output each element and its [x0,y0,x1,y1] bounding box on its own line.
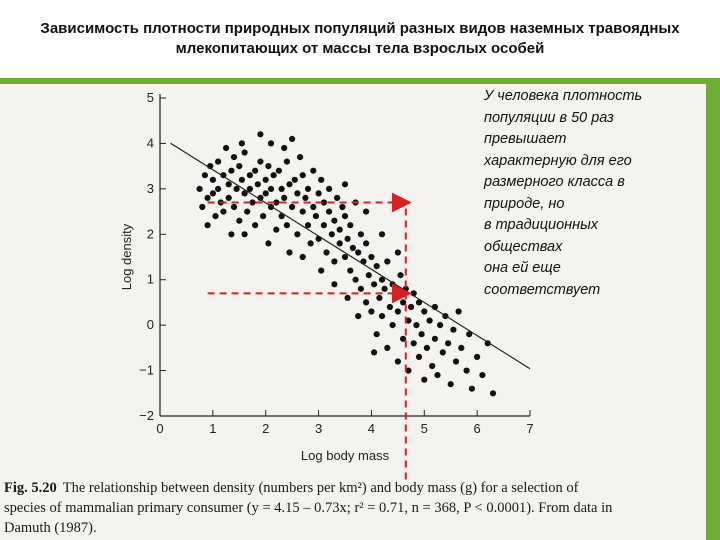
data-point [220,209,226,215]
figure-label: Fig. 5.20 [4,480,57,496]
data-point [231,154,237,160]
data-point [345,295,351,301]
y-tick-label: −2 [139,408,154,423]
data-point [223,145,229,151]
data-point [281,195,287,201]
data-point [368,254,374,260]
data-point [210,190,216,196]
data-point [490,390,496,396]
data-point [300,172,306,178]
data-point [289,204,295,210]
data-point [231,204,237,210]
data-point [366,272,372,278]
data-point [395,249,401,255]
data-point [421,308,427,314]
data-point [305,222,311,228]
data-point [257,131,263,137]
y-tick-label: 2 [146,226,154,242]
y-tick-label: 4 [146,135,154,151]
chart-axes [119,90,534,463]
data-point [300,209,306,215]
data-point [308,240,314,246]
data-point [257,159,263,165]
x-tick-label: 3 [314,421,323,436]
data-point [339,204,345,210]
data-point [279,186,285,192]
data-point [397,272,403,278]
x-tick-label: 4 [367,421,376,436]
data-point [321,222,327,228]
data-point [390,322,396,328]
data-point [284,222,290,228]
guide-lines [208,202,406,484]
data-point [263,177,269,183]
data-point [440,349,446,355]
slide-title: Зависимость плотности природных популяций разных видов наземных травоядных млекопитающих от массы тела взрослых особей [40,20,680,57]
data-point [313,213,319,219]
data-point [244,209,250,215]
data-point [456,308,462,314]
x-tick-label: 5 [420,421,428,436]
data-point [226,195,232,201]
data-point [450,327,456,333]
data-point [384,258,390,264]
data-point [294,231,300,237]
data-point [382,286,388,292]
data-point [350,245,356,251]
data-point [268,140,274,146]
data-point [236,163,242,169]
data-point [358,286,364,292]
data-point [242,149,248,155]
data-point [429,363,435,369]
x-tick-label: 0 [156,421,164,436]
data-point [355,249,361,255]
data-point [374,263,380,269]
data-point [199,204,205,210]
x-axis-title: Log body mass [300,448,390,463]
data-point [395,358,401,364]
data-point [469,386,475,392]
data-point [326,209,332,215]
data-point [239,140,245,146]
data-point [416,354,422,360]
data-point [353,277,359,283]
data-point [294,190,300,196]
data-point [421,377,427,383]
x-tick-label: 2 [262,421,270,436]
data-point [236,218,242,224]
x-tick-label: 6 [473,421,481,436]
data-point [358,231,364,237]
data-point [215,186,221,192]
y-tick-label: 5 [146,90,154,105]
data-points [197,131,497,396]
data-point [318,177,324,183]
data-point [384,345,390,351]
data-point [289,136,295,142]
data-point [342,213,348,219]
data-point [260,213,266,219]
data-point [197,186,203,192]
data-point [323,249,329,255]
figure-caption [4,478,614,538]
data-point [474,354,480,360]
data-point [300,254,306,260]
data-point [215,159,221,165]
data-point [252,168,258,174]
data-point [286,249,292,255]
data-point [202,172,208,178]
data-point [273,227,279,233]
data-point [284,159,290,165]
data-point [345,236,351,242]
data-point [331,218,337,224]
data-point [448,381,454,387]
y-axis-title: Log density [119,223,134,291]
data-point [432,336,438,342]
data-point [247,172,253,178]
data-point [363,299,369,305]
data-point [205,195,211,201]
data-point [292,177,298,183]
data-point [305,186,311,192]
data-point [334,195,340,201]
data-point [281,145,287,151]
data-point [368,308,374,314]
y-tick-label: −1 [139,362,154,378]
data-point [297,154,303,160]
data-point [265,163,271,169]
data-point [342,254,348,260]
data-point [355,313,361,319]
data-point [316,190,322,196]
data-point [268,186,274,192]
data-point [331,281,337,287]
data-point [408,304,414,310]
data-point [210,177,216,183]
data-point [387,304,393,310]
data-point [331,258,337,264]
data-point [376,295,382,301]
data-point [271,172,277,178]
data-point [419,331,425,337]
data-point [205,222,211,228]
data-point [252,222,258,228]
data-point [276,168,282,174]
data-point [337,227,343,233]
data-point [342,181,348,187]
data-point [263,190,269,196]
data-point [411,340,417,346]
data-point [434,372,440,378]
x-tick-label: 7 [526,421,534,436]
data-point [395,308,401,314]
data-point [318,268,324,274]
data-point [265,240,271,246]
data-point [437,322,443,328]
data-point [228,231,234,237]
data-point [347,268,353,274]
data-point [427,318,433,324]
data-point [464,368,470,374]
data-point [347,222,353,228]
data-point [371,349,377,355]
data-point [371,281,377,287]
data-point [363,240,369,246]
regression-line [171,143,530,369]
data-point [226,181,232,187]
y-tick-label: 0 [146,317,154,333]
data-point [458,345,464,351]
side-note: У человека плотность популяции в 50 раз превышает характерную для его размерного класса в природе, но в традиционных обществах она ей еще соответствует [484,88,643,298]
data-point [413,322,419,328]
data-point [326,186,332,192]
data-point [212,213,218,219]
data-point [255,181,261,187]
data-point [374,331,380,337]
data-point [424,345,430,351]
y-tick-label: 1 [146,271,154,287]
regression-line-group [171,143,530,369]
data-point [228,168,234,174]
data-point [242,231,248,237]
data-point [239,177,245,183]
y-tick-label: 3 [146,180,154,196]
data-point [310,168,316,174]
data-point [337,240,343,246]
data-point [302,195,308,201]
x-tick-label: 1 [209,421,217,436]
data-point [445,340,451,346]
data-point [379,231,385,237]
data-point [286,181,292,187]
data-point [479,372,485,378]
data-point [392,295,398,301]
data-point [310,204,316,210]
data-point [363,209,369,215]
data-point [453,358,459,364]
data-point [329,231,335,237]
caption-text: The relationship between density (numbers per km²) and body mass (g) for a selection of species of mammalian primary consumer (y = 4.15 – 0.73x; r² = 0.71, n = 368, P < 0.0001). From data in Damuth (1987). [4,480,613,536]
data-point [379,313,385,319]
